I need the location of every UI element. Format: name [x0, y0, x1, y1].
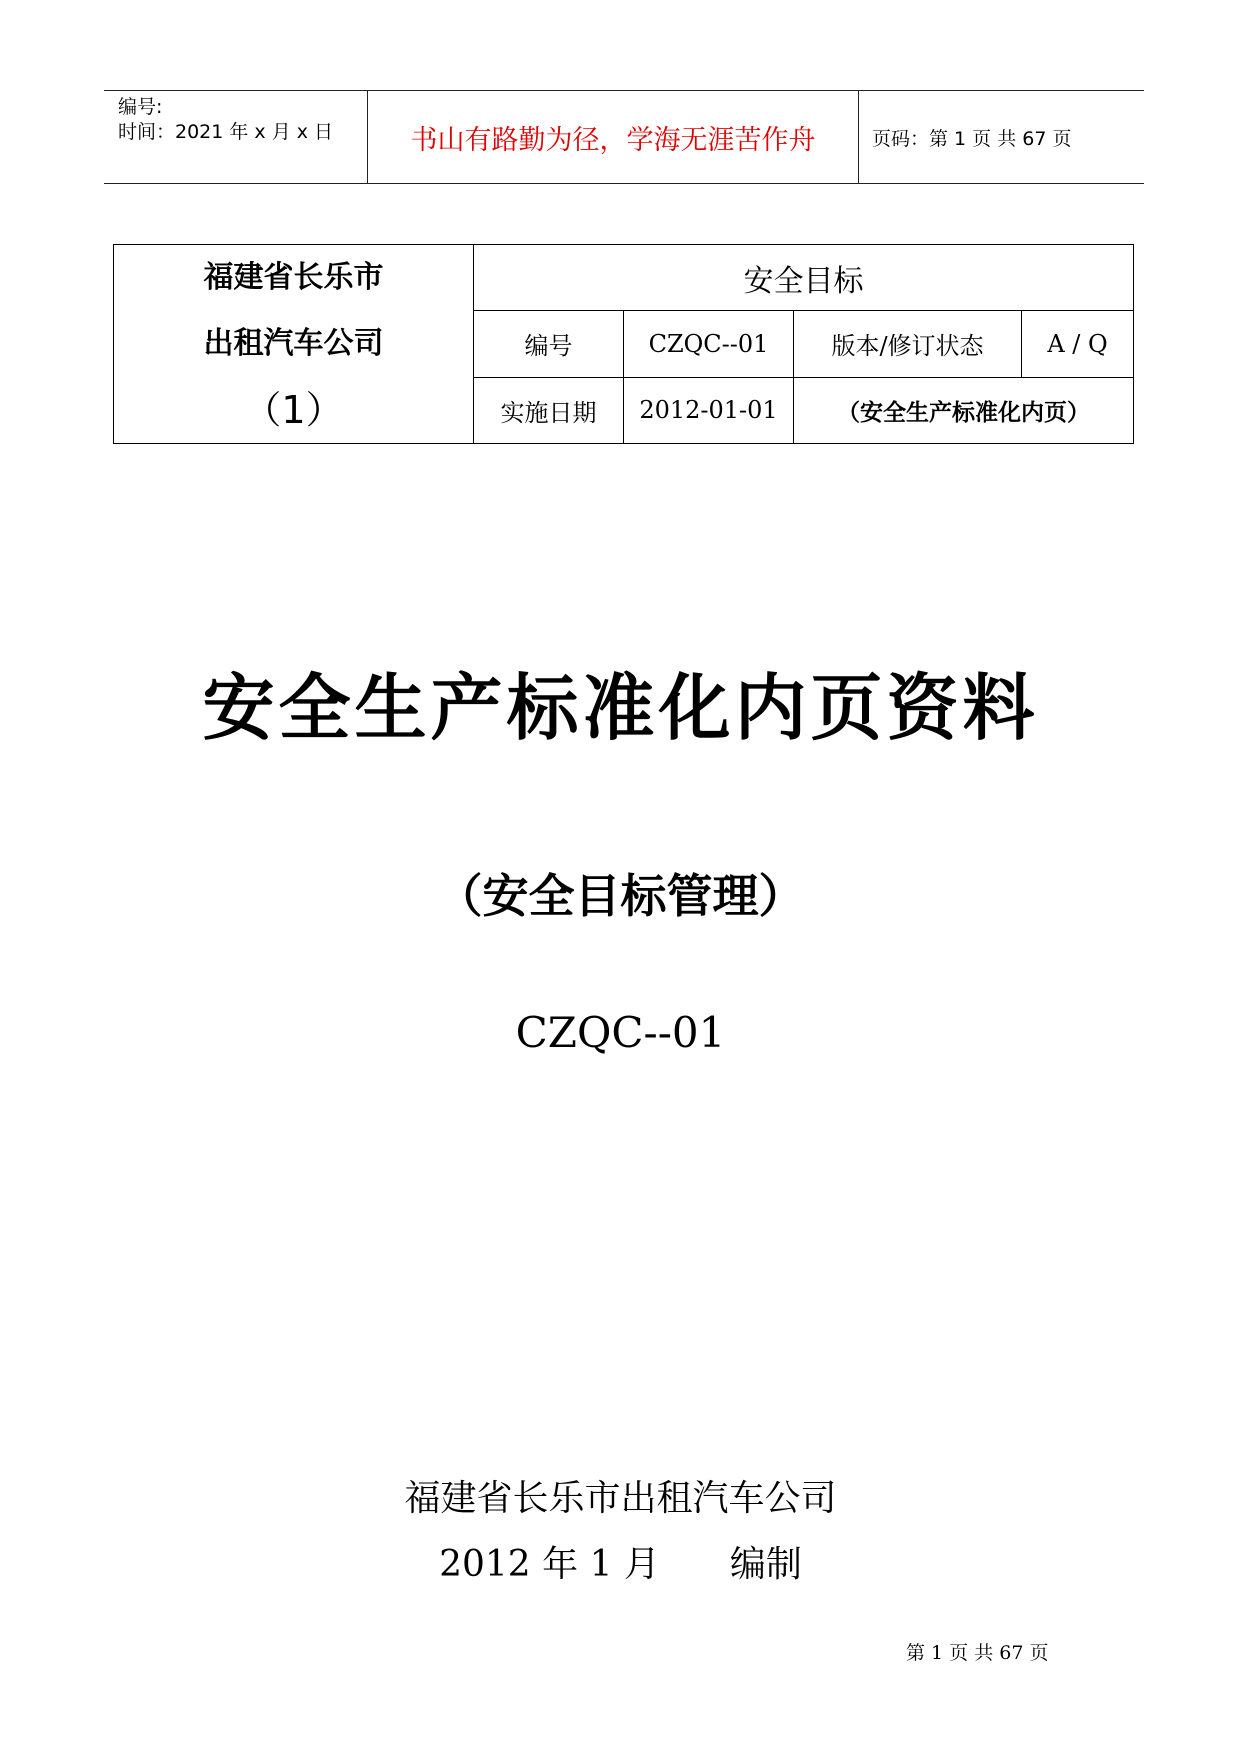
document-info-table [113, 244, 1134, 444]
header-page-info: 页码：第 1 页 共 67 页 [872, 127, 1072, 150]
company-line3: （1） [243, 388, 344, 432]
header-meta [104, 91, 368, 183]
code-value: CZQC--01 [624, 311, 794, 377]
date-value: 2012-01-01 [624, 377, 794, 443]
company-name: 福建省长乐市出租汽车公司 [404, 1478, 837, 1519]
doc-title-cell: 安全目标 [474, 245, 1134, 311]
page-footer: 第 1 页 共 67 页 [906, 1642, 1049, 1664]
header-motto: 书山有路勤为径，学海无涯苦作舟 [368, 91, 859, 183]
date-label: 实施日期 [474, 377, 624, 443]
compile-date: 2012 年 1 月 [439, 1544, 660, 1585]
compiled-label: 编制 [729, 1544, 802, 1585]
company-line1: 福建省长乐市 [203, 260, 384, 295]
serial-label: 编号: [118, 96, 163, 118]
time-label: 时间：2021 年 x 月 x 日 [118, 121, 334, 143]
compile-date-line [0, 1536, 1241, 1587]
document-code: CZQC--01 [515, 1008, 726, 1057]
sub-title: （安全目标管理） [436, 869, 805, 923]
company-line2: 出租汽车公司 [203, 326, 384, 361]
version-value: A / Q [1022, 311, 1134, 377]
page-header [104, 90, 1144, 184]
version-label: 版本/修订状态 [794, 311, 1022, 377]
note-cell: （安全生产标准化内页） [794, 377, 1134, 443]
main-title: 安全生产标准化内页资料 [202, 666, 1039, 750]
company-cell [114, 245, 474, 444]
code-label: 编号 [474, 311, 624, 377]
